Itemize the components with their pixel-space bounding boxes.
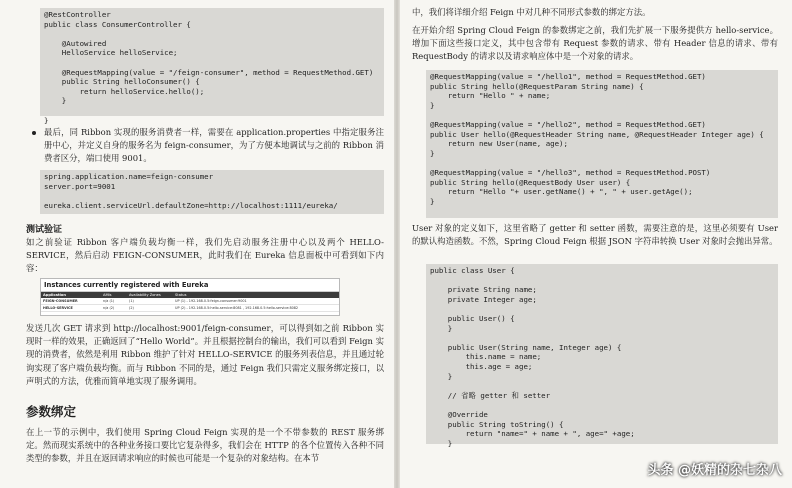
consumer-controller-code: @RestController public class ConsumerController { @Autowired HelloService helloService; @RequestMapping(value = "/feign-consumer", method = RequestMethod.GET) public String helloConsumer() { return helloService.hello(); } } xyxy=(40,8,384,116)
properties-code: spring.application.name=feign-consumer server.port=9001 eureka.client.serviceUrl.defaultZone=http://localhost:1111/eureka/ xyxy=(40,170,384,214)
eureka-cell-amis: n/a (1) xyxy=(103,299,115,303)
eureka-header-amis: AMIs xyxy=(103,293,112,297)
bullet-paragraph: 最后，同 Ribbon 实现的服务消费者一样，需要在 application.properties 中指定服务注册中心，并定义自身的服务名为 feign-consumer，为了方便本地调试与之前的 Ribbon 消费者区分，端口使用 9001。 xyxy=(44,127,384,164)
section-heading-test: 测试验证 xyxy=(26,225,63,235)
eureka-cell-app: FEIGN-CONSUMER xyxy=(43,299,78,303)
eureka-header-application: Application xyxy=(43,293,66,297)
intro-paragraph: 中，我们将详细介绍 Feign 中对几种不同形式参数的绑定方法。 xyxy=(412,7,651,17)
eureka-cell-status: UP (1) - 192.168.0.5:feign-consumer:9001 xyxy=(175,299,247,303)
hello-endpoints-code: @RequestMapping(value = "/hello1", method = RequestMethod.GET) public String hello(@RequestParam String name) { return "Hello " + name; } @RequestMapping(value = "/hello2", method = RequestMethod.GET) public User hello(@RequestHeader String name, @RequestHeader Integer age) { return new User(name, age); } @RequestMapping(value = "/hello3", method = RequestMethod.POST) public String hello(@RequestBody User user) { return "Hello "+ user.getName() + ", " + user.getAge(); } xyxy=(426,70,778,218)
hello-service-paragraph: 在开始介绍 Spring Cloud Feign 的参数绑定之前，我们先扩展一下服务提供方 hello-service。增加下面这些接口定义，其中包含带有 Request 参数的请求、带有 Header 信息的请求、带有 RequestBody 的请求以及请求响应体中是一个对象的请求。 xyxy=(412,25,778,62)
eureka-cell-app: HELLO-SERVICE xyxy=(43,306,73,310)
eureka-panel-title: Instances currently registered with Eureka xyxy=(41,279,339,292)
eureka-table-row xyxy=(41,305,339,312)
eureka-cell-zones: (2) xyxy=(129,306,134,310)
eureka-instances-panel xyxy=(40,278,340,316)
watermark: 头条 @妖精的杂七杂八 xyxy=(647,463,782,478)
eureka-cell-amis: n/a (2) xyxy=(103,306,115,310)
eureka-cell-zones: (1) xyxy=(129,299,134,303)
left-page xyxy=(0,0,394,488)
get-request-paragraph: 发送几次 GET 请求到 http://localhost:9001/feign-consumer，可以得到如之前 Ribbon 实现时一样的效果，正确返回了“Hello World”。并且根据控制台的输出，我们可以看到 Feign 实现的消费者，依然是利用 Ribbon 维护了针对 HELLO-SERVICE 的服务列表信息，并且通过轮询实现了客户端负载均衡。而与 Ribbon 不同的是，通过 Feign 我们只需定义服务绑定接口，以声明式的方法，优雅而简单地实现了服务调用。 xyxy=(26,323,384,386)
param-binding-paragraph: 在上一节的示例中，我们使用 Spring Cloud Feign 实现的是一个不带参数的 REST 服务绑定。然而现实系统中的各种业务接口要比它复杂得多，我们会在 HTTP 的各个位置传入各种不同类型的参数，并且在返回请求响应的时候也可能是一个复杂的对象结构。在本节 xyxy=(26,427,384,464)
eureka-table-row xyxy=(41,298,339,305)
test-paragraph: 如之前验证 Ribbon 客户端负载均衡一样，我们先启动服务注册中心以及两个 HELLO-SERVICE，然后启动 FEIGN-CONSUMER，此时我们在 Eureka 信息面板中可看到如下内容： xyxy=(26,237,384,274)
eureka-header-zones: Availability Zones xyxy=(129,293,161,297)
right-page xyxy=(400,0,792,488)
user-object-paragraph: User 对象的定义如下，这里省略了 getter 和 setter 函数，需要注意的是，这里必须要有 User 的默认构造函数。不然，Spring Cloud Feign 根据 JSON 字符串转换 User 对象时会抛出异常。 xyxy=(412,223,778,247)
user-class-code: public class User { private String name; private Integer age; public User() { } public User(String name, Integer age) { this.name = name; this.age = age; } // 省略 getter 和 setter @Override public String toString() { return "name=" + name + ", age=" +age; } xyxy=(426,264,778,444)
eureka-header-status: Status xyxy=(175,293,187,297)
eureka-cell-status: UP (2) - 192.168.0.5:hello-service:8081 , 192.168.0.5:hello-service:8082 xyxy=(175,306,299,310)
bullet-marker xyxy=(32,131,36,135)
section-heading-param-binding: 参数绑定 xyxy=(26,404,77,419)
